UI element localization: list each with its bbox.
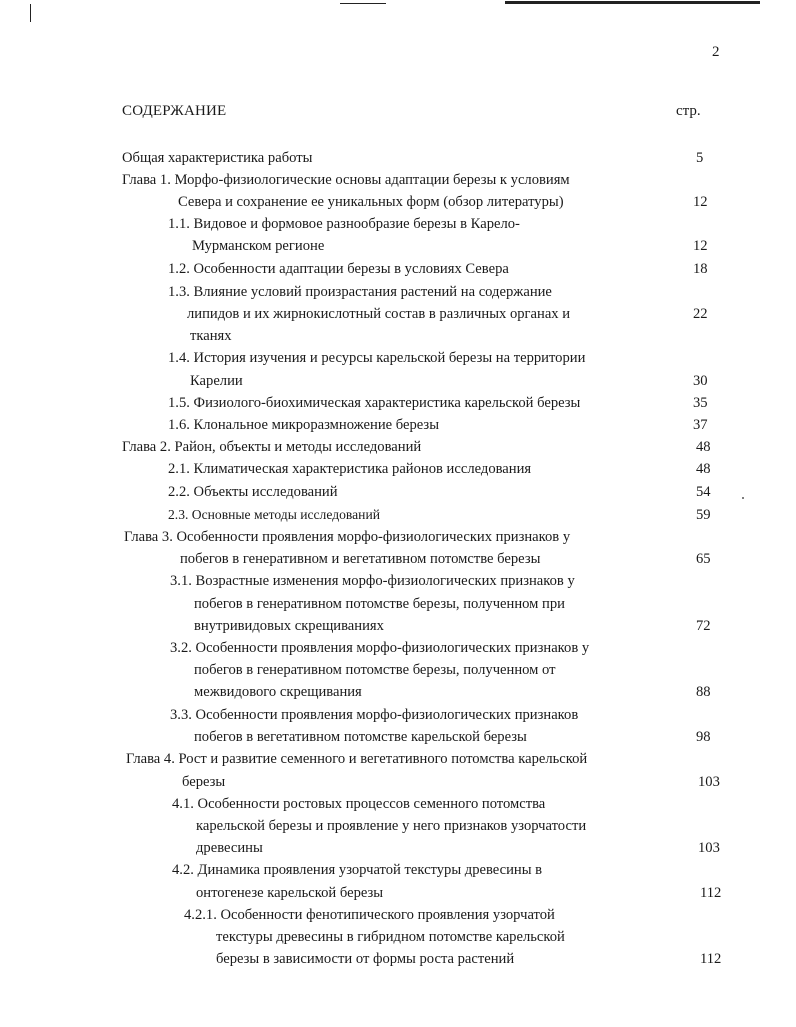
toc-page-number: 112: [700, 951, 722, 967]
toc-page-number: 35: [693, 395, 708, 411]
toc-page-number: 12: [693, 238, 708, 254]
toc-line: Общая характеристика работы: [122, 150, 313, 166]
toc-line: 4.2. Динамика проявления узорчатой текстуры древесины в: [172, 862, 543, 878]
toc-line: 1.2. Особенности адаптации березы в условиях Севера: [168, 261, 509, 277]
toc-page-number: 98: [696, 729, 711, 745]
toc-line: Глава 2. Район, объекты и методы исследований: [122, 439, 422, 455]
page-column-label: стр.: [676, 103, 701, 119]
toc-line: Карелии: [190, 373, 243, 389]
toc-page-number: 48: [696, 439, 711, 455]
toc-page-number: 18: [693, 261, 708, 277]
toc-line: 4.1. Особенности ростовых процессов семенного потомства: [172, 796, 546, 812]
toc-page-number: 54: [696, 484, 711, 500]
toc-line: Мурманском регионе: [192, 238, 325, 254]
scan-speck: [742, 497, 744, 499]
toc-page-number: 12: [693, 194, 708, 210]
toc-page-number: 88: [696, 684, 711, 700]
toc-line: побегов в генеративном потомстве березы, полученном при: [194, 596, 565, 612]
toc-line: карельской березы и проявление у него признаков узорчатости: [196, 818, 587, 834]
toc-page-number: 103: [698, 840, 720, 856]
toc-line: Глава 3. Особенности проявления морфо-физиологических признаков у: [124, 529, 571, 545]
toc-line: Глава 1. Морфо-физиологические основы адаптации березы к условиям: [122, 172, 570, 188]
toc-line: 2.2. Объекты исследований: [168, 484, 338, 500]
toc-line: древесины: [196, 840, 263, 856]
toc-line: Севера и сохранение ее уникальных форм (обзор литературы): [178, 194, 564, 210]
toc-line: тканях: [190, 328, 232, 344]
toc-line: березы в зависимости от формы роста растений: [216, 951, 515, 967]
scan-artifact-line: [340, 3, 386, 4]
toc-line: 1.6. Клональное микроразмножение березы: [168, 417, 440, 433]
toc-page-number: 59: [696, 507, 711, 523]
toc-page-number: 103: [698, 774, 720, 790]
toc-line: межвидового скрещивания: [194, 684, 362, 700]
toc-line: 3.2. Особенности проявления морфо-физиологических признаков у: [170, 640, 590, 656]
toc-page-number: 65: [696, 551, 711, 567]
toc-page-number: 22: [693, 306, 708, 322]
toc-page-number: 48: [696, 461, 711, 477]
toc-line: 4.2.1. Особенности фенотипического проявления узорчатой: [184, 907, 555, 923]
toc-page-number: 37: [693, 417, 708, 433]
toc-line: побегов в генеративном потомстве березы, полученном от: [194, 662, 556, 678]
toc-line: онтогенезе карельской березы: [196, 885, 384, 901]
toc-line: побегов в вегетативном потомстве карельской березы: [194, 729, 527, 745]
page-title: СОДЕРЖАНИЕ: [122, 103, 227, 119]
toc-line: 1.1. Видовое и формовое разнообразие березы в Карело-: [168, 216, 520, 232]
toc-line: побегов в генеративном и вегетативном потомстве березы: [180, 551, 541, 567]
toc-line: березы: [182, 774, 226, 790]
toc-line: 3.3. Особенности проявления морфо-физиологических признаков: [170, 707, 579, 723]
toc-line: Глава 4. Рост и развитие семенного и вегетативного потомства карельской: [126, 751, 588, 767]
toc-line: 1.5. Физиолого-биохимическая характеристика карельской березы: [168, 395, 581, 411]
toc-line: 3.1. Возрастные изменения морфо-физиологических признаков у: [170, 573, 575, 589]
toc-page-number: 30: [693, 373, 708, 389]
toc-line: липидов и их жирнокислотный состав в различных органах и: [187, 306, 571, 322]
toc-page-number: 5: [696, 150, 704, 166]
toc-line: 1.4. История изучения и ресурсы карельской березы на территории: [168, 350, 586, 366]
toc-page-number: 72: [696, 618, 711, 634]
scan-artifact-line: [505, 1, 760, 4]
toc-line: текстуры древесины в гибридном потомстве карельской: [216, 929, 565, 945]
page-number: 2: [712, 44, 720, 60]
scan-artifact-line: [30, 4, 31, 22]
toc-line: внутривидовых скрещиваниях: [194, 618, 384, 634]
toc-line: 2.3. Основные методы исследований: [168, 507, 381, 522]
toc-page-number: 112: [700, 885, 722, 901]
toc-line: 2.1. Климатическая характеристика районов исследования: [168, 461, 532, 477]
toc-line: 1.3. Влияние условий произрастания растений на содержание: [168, 284, 552, 300]
